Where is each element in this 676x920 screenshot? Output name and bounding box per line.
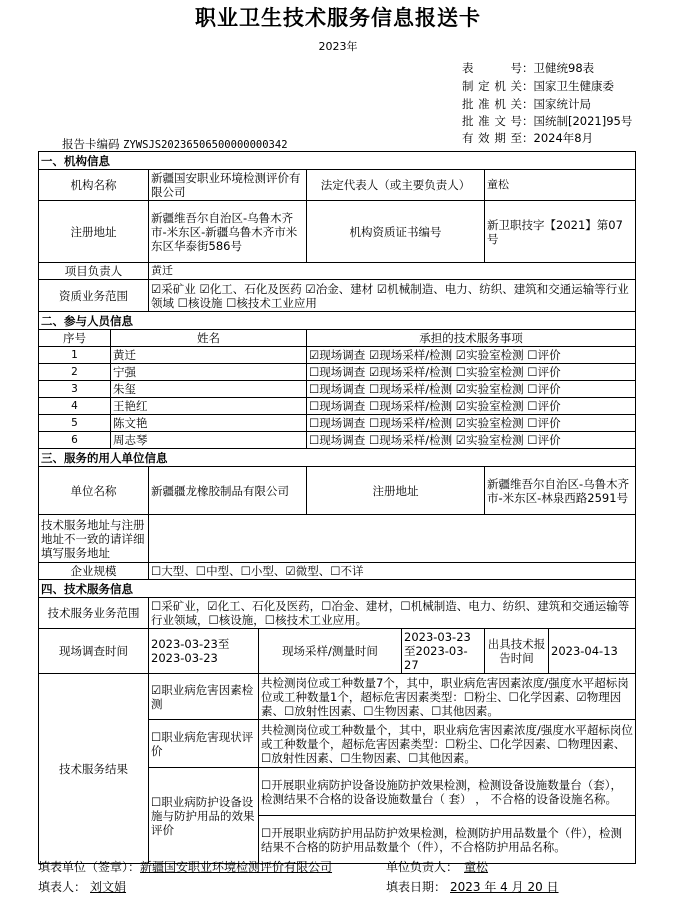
report-card-code: 报告卡编码 ZYWSJS20236506500000000342 [62,137,288,151]
company-size-label: 企业规模 [39,563,149,580]
meta-row: 有效期至：2024年8月 [462,131,594,145]
service-address-label: 技术服务地址与注册地址不一致的请详细填写服务地址 [39,515,149,563]
survey-time-label: 现场调查时间 [39,629,149,674]
result-item-text: ☐开展职业病防护设备设施防护效果检测，检测设备设施数量台（套），检测结果不合格的设备设施数量台（ 套） ， 不合格的设备设施名称。 [259,768,636,816]
service-scope-value: ☐采矿业，☑化工、石化及医药，☐冶金、建材，☐机械制造、电力、纺织、建筑和交通运输等行业领域，☐核设施，☐核技术工业应用。 [149,598,636,629]
col-header-no: 序号 [39,330,111,347]
result-item-text: 共检测岗位或工种数量个，其中，职业病危害因素浓度/强度水平超标岗位或工种数量个，超标危害因素类型：☐粉尘、☐化学因素、☐物理因素、☐放射性因素、☐生物因素、☐其他因素。 [259,720,636,768]
employer-address-label: 注册地址 [307,467,485,515]
employer-address-value: 新疆维吾尔自治区-乌鲁木齐市-米东区-林泉西路2591号 [485,467,636,515]
table-row [39,415,636,432]
table-row [39,432,636,449]
person-tasks: ☐现场调查 ☐现场采样/检测 ☑实验室检测 ☐评价 [307,432,636,449]
person-no: 5 [39,415,111,432]
info-form-table [38,151,636,864]
footer-date: 填表日期： 2023 年 4 月 20 日 [386,880,559,894]
survey-time-value: 2023-03-23至2023-03-23 [149,629,259,674]
service-result-label: 技术服务结果 [39,674,149,864]
report-time-value: 2023-04-13 [549,629,636,674]
service-address-value [149,515,636,563]
footer-filler: 填表人： 刘文娟 [38,880,127,894]
person-tasks: ☐现场调查 ☐现场采样/检测 ☑实验室检测 ☐评价 [307,415,636,432]
reg-address-label: 注册地址 [39,201,149,263]
person-no: 4 [39,398,111,415]
person-name: 宁强 [111,364,307,381]
person-no: 3 [39,381,111,398]
table-row [39,398,636,415]
meta-row: 表号：卫健统98表 [462,61,595,75]
company-size-value: ☐大型、☐中型、☐小型、☑微型、☐不详 [149,563,636,580]
footer-fill-unit: 填表单位（签章）：新疆国安职业环境检测评价有限公司 [38,860,333,874]
col-header-tasks: 承担的技术服务事项 [307,330,636,347]
person-tasks: ☐现场调查 ☐现场采样/检测 ☑实验室检测 ☐评价 [307,398,636,415]
employer-name-value: 新疆疆龙橡胶制品有限公司 [149,467,307,515]
person-name: 黄迁 [111,347,307,364]
person-tasks: ☐现场调查 ☐现场采样/检测 ☑实验室检测 ☐评价 [307,381,636,398]
qual-scope-value: ☑采矿业 ☑化工、石化及医药 ☑冶金、建材 ☑机械制造、电力、纺织、建筑和交通运输等行业领域 ☐核设施 ☐核技术工业应用 [149,280,636,312]
section-2-header: 二、参与人员信息 [39,312,636,330]
page-title: 职业卫生技术服务信息报送卡 [195,5,481,30]
result-item-label: ☐职业病防护设备设施与防护用品的效果评价 [149,768,259,864]
table-row [39,381,636,398]
person-name: 朱玺 [111,381,307,398]
cert-no-label: 机构资质证书编号 [307,201,485,263]
meta-row: 批准机关：国家统计局 [462,97,591,111]
person-name: 王艳红 [111,398,307,415]
meta-row: 批准文号：国统制[2021]95号 [462,114,633,128]
table-row [39,364,636,381]
sampling-time-label: 现场采样/测量时间 [259,629,402,674]
result-item-label: ☐职业病危害现状评价 [149,720,259,768]
legal-rep-label: 法定代表人（或主要负责人） [307,170,485,201]
section-1-header: 一、机构信息 [39,152,636,170]
person-no: 6 [39,432,111,449]
person-tasks: ☑现场调查 ☑现场采样/检测 ☑实验室检测 ☐评价 [307,347,636,364]
result-item-text: ☐开展职业病防护用品防护效果检测，检测防护用品数量个（件），检测结果不合格的防护用品数量个（件），不合格防护用品名称。 [259,816,636,864]
legal-rep-value: 童松 [485,170,636,201]
org-name-value: 新疆国安职业环境检测评价有限公司 [149,170,307,201]
cert-no-value: 新卫职技字【2021】第07号 [485,201,636,263]
person-tasks: ☐现场调查 ☑现场采样/检测 ☐实验室检测 ☐评价 [307,364,636,381]
report-year: 2023年 [318,40,358,53]
result-item-label: ☑职业病危害因素检测 [149,674,259,720]
footer-unit-head: 单位负责人： 童松 [386,860,489,874]
person-name: 周志琴 [111,432,307,449]
section-3-header: 三、服务的用人单位信息 [39,449,636,467]
service-scope-label: 技术服务业务范围 [39,598,149,629]
person-name: 陈文艳 [111,415,307,432]
org-name-label: 机构名称 [39,170,149,201]
person-no: 2 [39,364,111,381]
meta-row: 制定机关：国家卫生健康委 [462,79,614,93]
project-lead-value: 黄迁 [149,263,636,280]
col-header-name: 姓名 [111,330,307,347]
sampling-time-value: 2023-03-23至2023-03-27 [402,629,485,674]
reg-address-value: 新疆维吾尔自治区-乌鲁木齐市-米东区-新疆乌鲁木齐市米东区华泰街586号 [149,201,307,263]
project-lead-label: 项目负责人 [39,263,149,280]
section-4-header: 四、技术服务信息 [39,580,636,598]
person-no: 1 [39,347,111,364]
employer-name-label: 单位名称 [39,467,149,515]
report-time-label: 出具技术报告时间 [485,629,549,674]
qual-scope-label: 资质业务范围 [39,280,149,312]
result-item-text: 共检测岗位或工种数量7个，其中，职业病危害因素浓度/强度水平超标岗位或工种数量1个，超标危害因素类型：☐粉尘、☐化学因素、☑物理因素、☐放射性因素、☐生物因素、☐其他因素。 [259,674,636,720]
table-row [39,347,636,364]
